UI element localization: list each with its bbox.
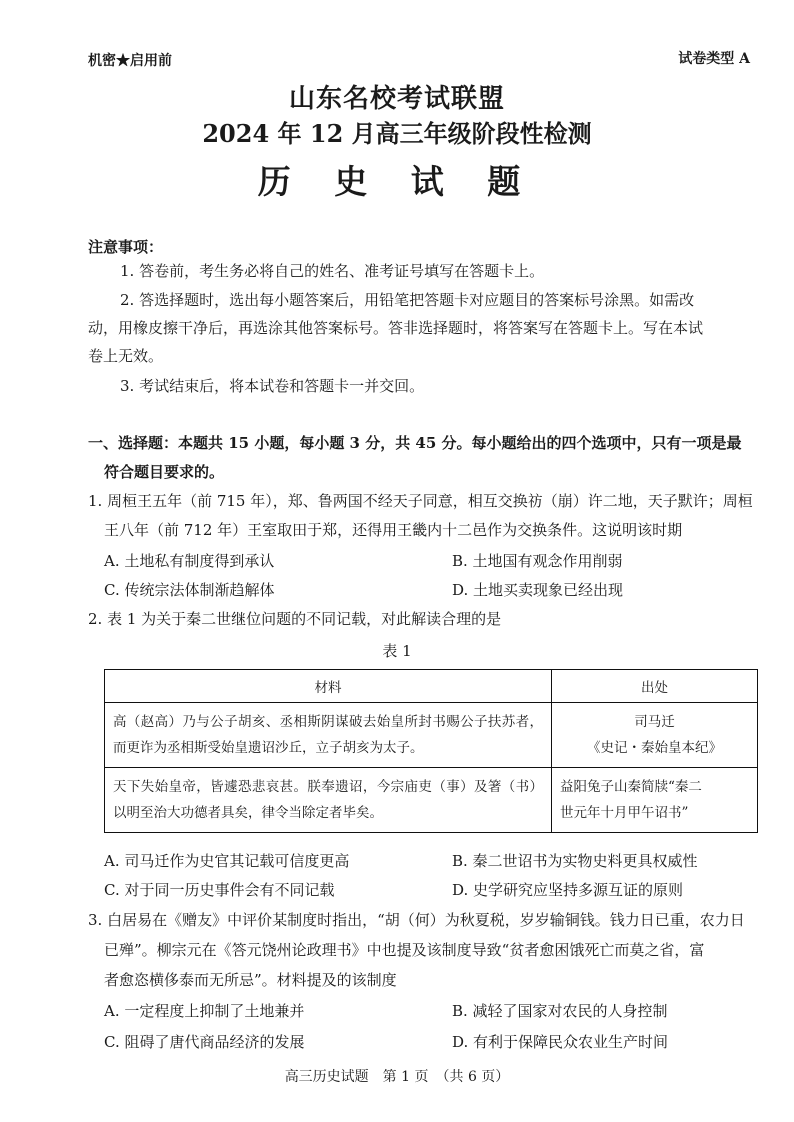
- table-header-row: [105, 670, 758, 703]
- source-line-2: 世元年十月甲午诏书”: [560, 805, 689, 821]
- question-3-stem-line-3: 者愈恣横侈泰而无所忌”。材料提及的该制度: [104, 971, 397, 989]
- section-1-heading: 一、选择题：本题共 15 小题，每小题 3 分，共 45 分。每小题给出的四个选项中，只有一项是最: [88, 434, 742, 452]
- question-2-option-d: D. 史学研究应坚持多源互证的原则: [452, 881, 684, 899]
- paper-type-label: 试卷类型 A: [678, 51, 750, 67]
- question-1-option-b: B. 土地国有观念作用削弱: [452, 552, 623, 570]
- question-1-stem-line-1: 1. 周桓王五年（前 715 年），郑、鲁两国不经天子同意，相互交换祊（崩）许二地，天子默许；周桓: [88, 492, 753, 510]
- table-row: [105, 768, 758, 833]
- question-3-option-c: C. 阻碍了唐代商品经济的发展: [104, 1033, 305, 1051]
- notice-item-3: 3. 考试结束后，将本试卷和答题卡一并交回。: [120, 377, 425, 395]
- question-1-stem-line-2: 王八年（前 712 年）王室取田于郑，还得用王畿内十二邑作为交换条件。这说明该时期: [104, 521, 683, 539]
- question-3-option-d: D. 有利于保障民众农业生产时间: [452, 1033, 669, 1051]
- question-3-option-b: B. 减轻了国家对农民的人身控制: [452, 1002, 668, 1020]
- source-book: 《史记・秦始皇本纪》: [587, 740, 722, 756]
- table-1: [104, 669, 758, 833]
- question-2-option-a: A. 司马迁作为史官其记载可信度更高: [104, 852, 350, 870]
- question-2-stem: 2. 表 1 为关于秦二世继位问题的不同记载，对此解读合理的是: [88, 610, 502, 628]
- source-author: 司马迁: [634, 714, 675, 730]
- notice-item-2-line-3: 卷上无效。: [88, 347, 164, 365]
- table-1-caption: 表 1: [382, 642, 412, 660]
- table-cell-material: 高（赵高）乃与公子胡亥、丞相斯阴谋破去始皇所封书赐公子扶苏者，而更诈为丞相斯受始皇遗诏沙丘，立子胡亥为太子。: [105, 703, 552, 768]
- notice-title: 注意事项：: [88, 238, 164, 256]
- notice-item-2-line-2: 动，用橡皮擦干净后，再选涂其他答案标号。答非选择题时，将答案写在答题卡上。写在本试: [88, 319, 704, 337]
- question-3-stem-line-2: 已殚”。柳宗元在《答元饶州论政理书》中也提及该制度导致“贫者愈困饿死亡而莫之省，富: [104, 941, 705, 959]
- table-header-source: 出处: [552, 670, 758, 703]
- question-1-option-c: C. 传统宗法体制渐趋解体: [104, 581, 275, 599]
- table-cell-source: [552, 703, 758, 768]
- question-3-option-a: A. 一定程度上抑制了土地兼并: [104, 1002, 305, 1020]
- notice-item-2-line-1: 2. 答选择题时，选出每小题答案后，用铅笔把答题卡对应题目的答案标号涂黑。如需改: [120, 291, 695, 309]
- question-2-option-c: C. 对于同一历史事件会有不同记载: [104, 881, 335, 899]
- question-2-option-b: B. 秦二世诏书为实物史料更具权威性: [452, 852, 698, 870]
- table-cell-source: [552, 768, 758, 833]
- page-footer: 高三历史试题 第 1 页 （共 6 页）: [284, 1069, 510, 1085]
- subject-title: 历 史 试 题: [257, 162, 537, 201]
- question-1-option-d: D. 土地买卖现象已经出现: [452, 581, 624, 599]
- question-1-option-a: A. 土地私有制度得到承认: [104, 552, 275, 570]
- question-3-stem-line-1: 3. 白居易在《赠友》中评价某制度时指出，“胡（何）为秋夏税，岁岁输铜钱。钱力日已重，农力日: [88, 911, 745, 929]
- confidential-label: 机密★启用前: [88, 53, 172, 69]
- table-cell-material: 天下失始皇帝，皆遽恐悲哀甚。朕奉遗诏，今宗庙吏（事）及箸（书）以明至治大功德者具矣，律令当除定者毕矣。: [105, 768, 552, 833]
- notice-item-1: 1. 答卷前，考生务必将自己的姓名、准考证号填写在答题卡上。: [120, 262, 545, 280]
- section-1-heading-cont: 符合题目要求的。: [104, 463, 225, 481]
- table-header-material: 材料: [105, 670, 552, 703]
- table-row: [105, 703, 758, 768]
- exam-organization-title: 山东名校考试联盟: [288, 84, 505, 114]
- exam-name-title: 2024 年 12 月高三年级阶段性检测: [202, 119, 592, 148]
- source-line-1: 益阳兔子山秦简牍“秦二: [560, 779, 702, 795]
